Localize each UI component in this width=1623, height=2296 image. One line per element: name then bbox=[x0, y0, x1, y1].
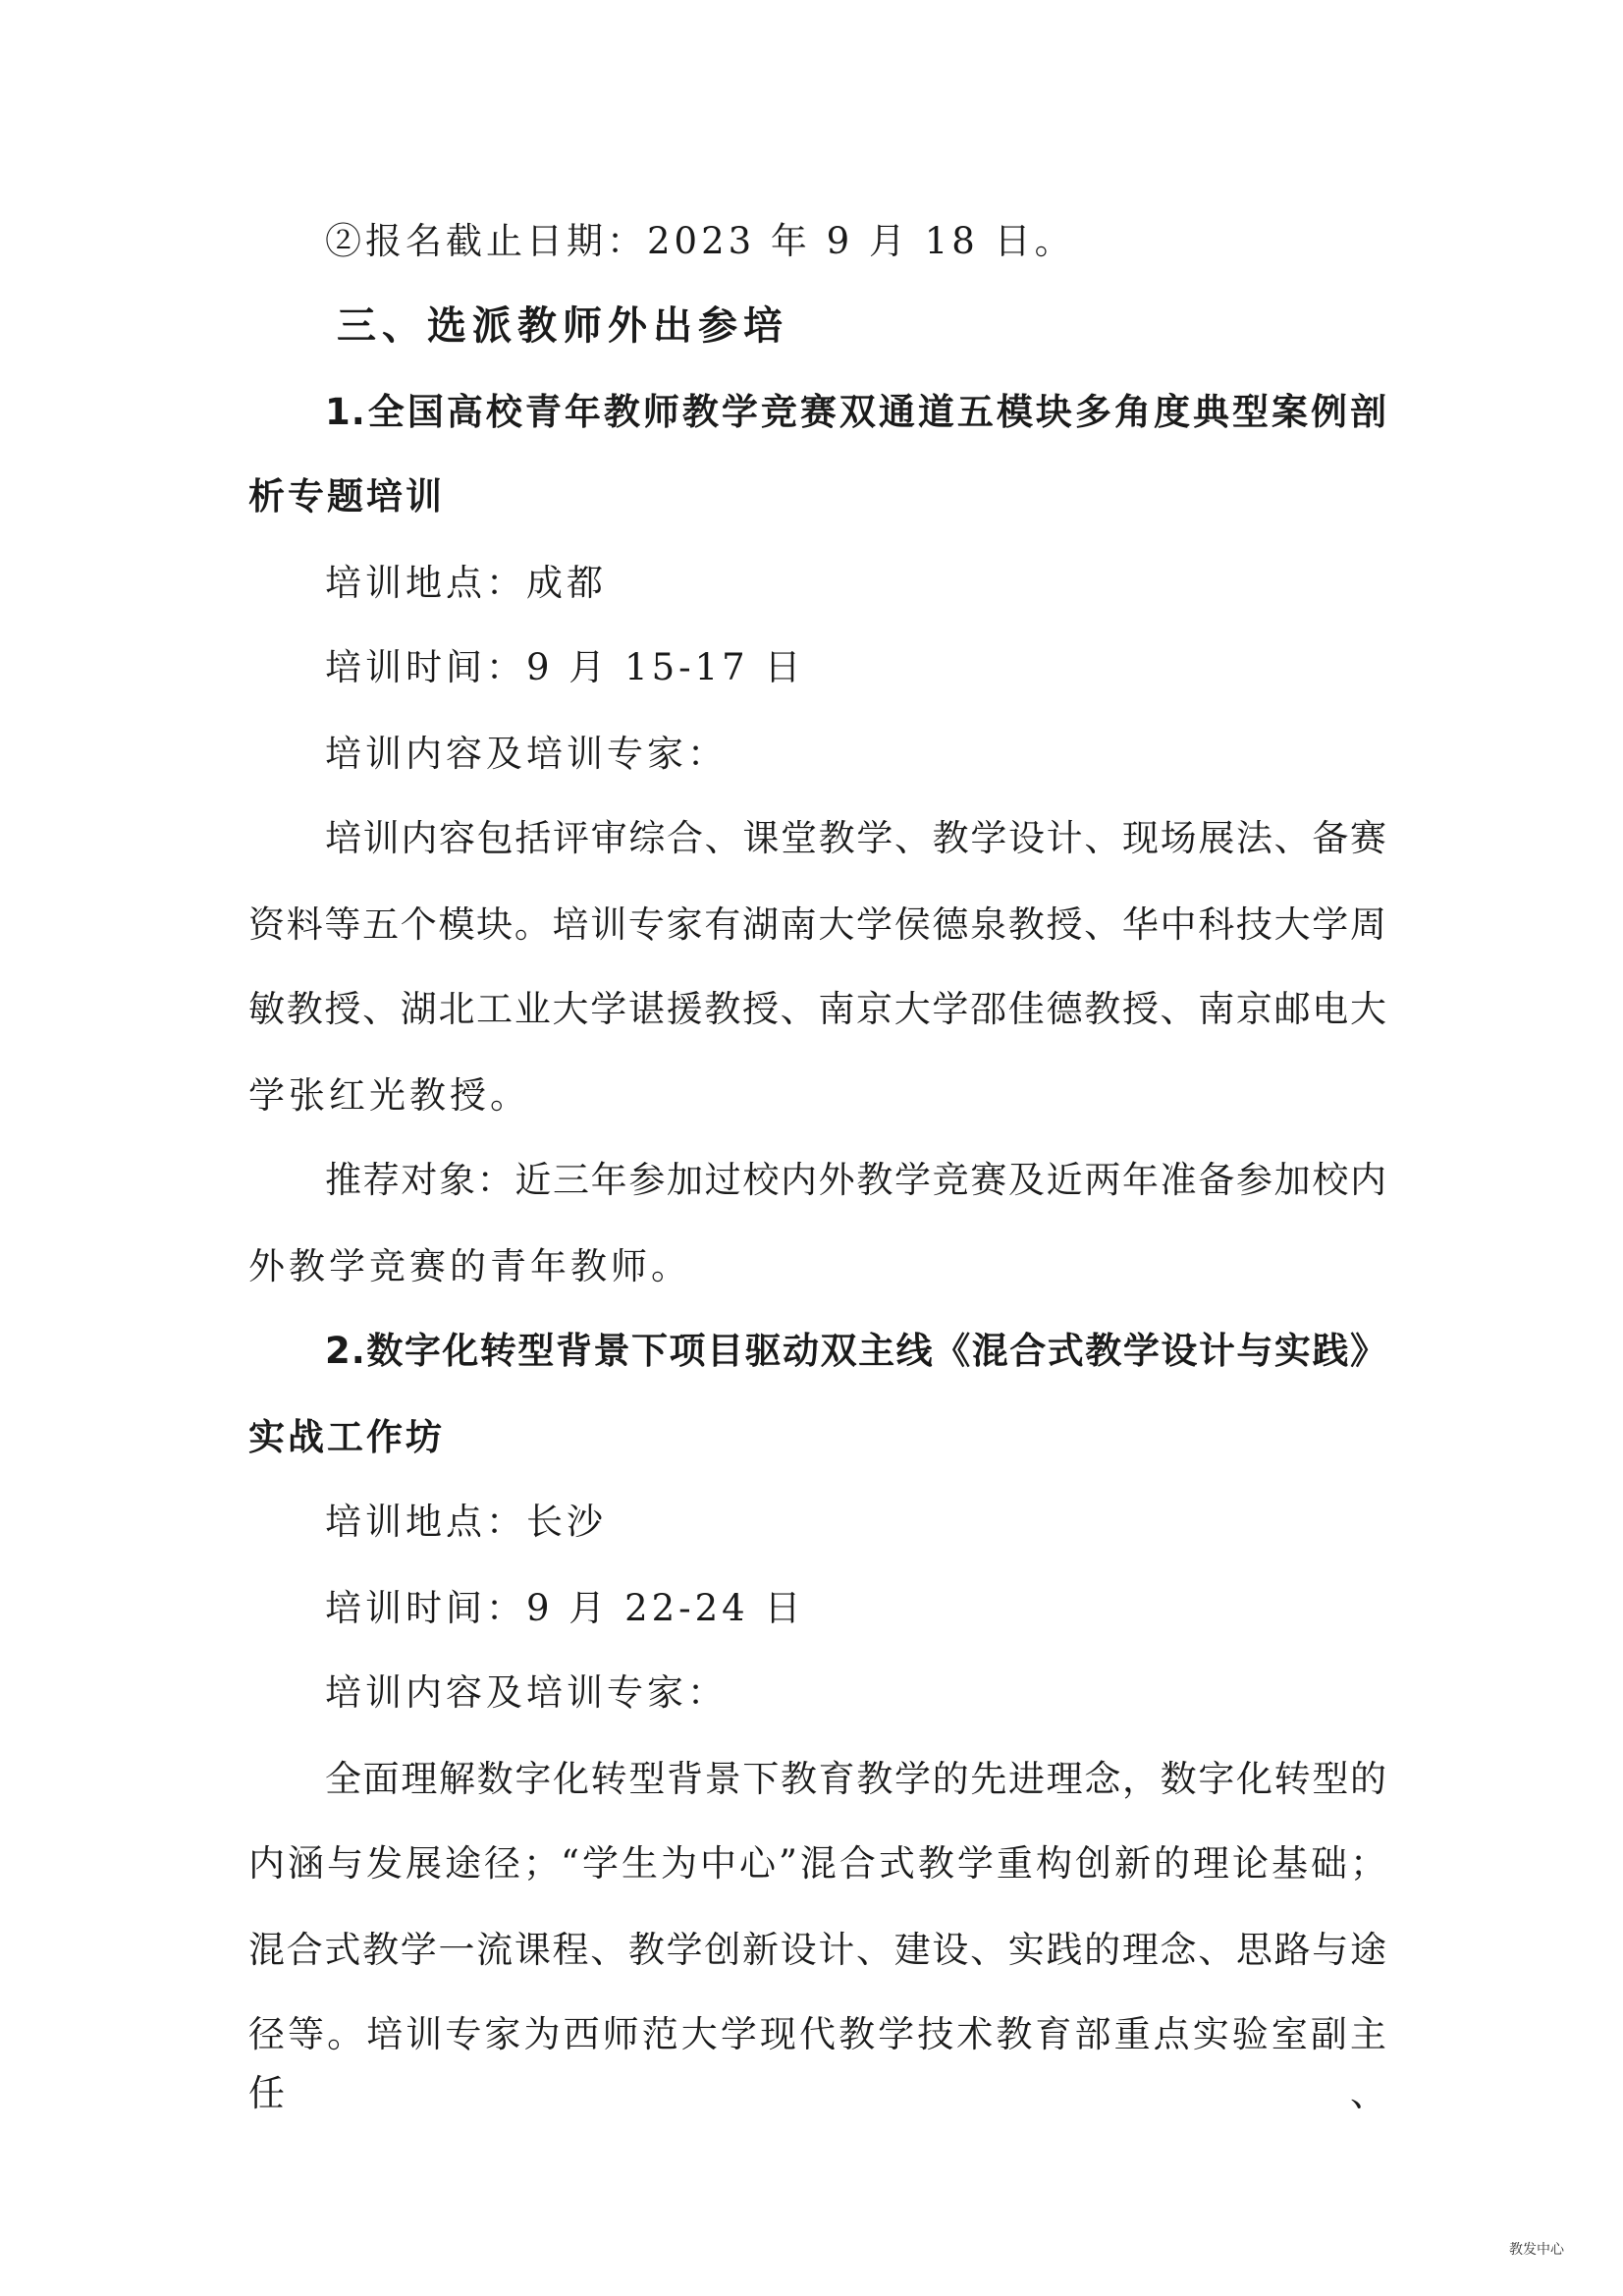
training-1-time: 培训时间：9 月 15-17 日 bbox=[325, 646, 805, 688]
training-2-content-line-3: 混合式教学一流课程、教学创新设计、建设、实践的理念、思路与途 bbox=[248, 1929, 1387, 1971]
registration-deadline: ②报名截止日期：2023 年 9 月 18 日。 bbox=[325, 220, 1075, 262]
training-2-location: 培训地点：长沙 bbox=[325, 1501, 607, 1543]
training-1-title-line-1: 1.全国高校青年教师教学竞赛双通道五模块多角度典型案例剖 bbox=[325, 391, 1387, 433]
section-heading-3: 三、选派教师外出参培 bbox=[337, 303, 788, 349]
training-1-title-line-2: 析专题培训 bbox=[248, 475, 445, 518]
training-2-title-line-1: 2.数字化转型背景下项目驱动双主线《混合式教学设计与实践》 bbox=[325, 1330, 1387, 1372]
training-1-audience-line-1: 推荐对象：近三年参加过校内外教学竞赛及近两年准备参加校内 bbox=[325, 1159, 1387, 1201]
training-1-content-line-3: 敏教授、湖北工业大学谌援教授、南京大学邵佳德教授、南京邮电大 bbox=[248, 988, 1387, 1030]
training-1-location: 培训地点：成都 bbox=[325, 562, 607, 604]
training-1-content-line-1: 培训内容包括评审综合、课堂教学、教学设计、现场展法、备赛 bbox=[325, 817, 1387, 859]
training-1-content-line-4: 学张红光教授。 bbox=[248, 1074, 530, 1117]
training-2-content-label: 培训内容及培训专家： bbox=[325, 1671, 728, 1714]
training-2-content-line-2: 内涵与发展途径；“学生为中心”混合式教学重构创新的理论基础； bbox=[248, 1842, 1387, 1885]
training-2-content-line-1: 全面理解数字化转型背景下教育教学的先进理念，数字化转型的 bbox=[325, 1758, 1387, 1800]
training-1-audience-line-2: 外教学竞赛的青年教师。 bbox=[248, 1245, 691, 1287]
training-1-content-label: 培训内容及培训专家： bbox=[325, 733, 728, 775]
footer-label: 教发中心 bbox=[1509, 2242, 1564, 2258]
training-2-time: 培训时间：9 月 22-24 日 bbox=[325, 1587, 805, 1629]
training-2-title-line-2: 实战工作坊 bbox=[248, 1416, 445, 1458]
training-2-content-line-4: 径等。培训专家为西师范大学现代教学技术教育部重点实验室副主任、 bbox=[248, 2013, 1387, 2114]
training-1-content-line-2: 资料等五个模块。培训专家有湖南大学侯德泉教授、华中科技大学周 bbox=[248, 903, 1387, 946]
